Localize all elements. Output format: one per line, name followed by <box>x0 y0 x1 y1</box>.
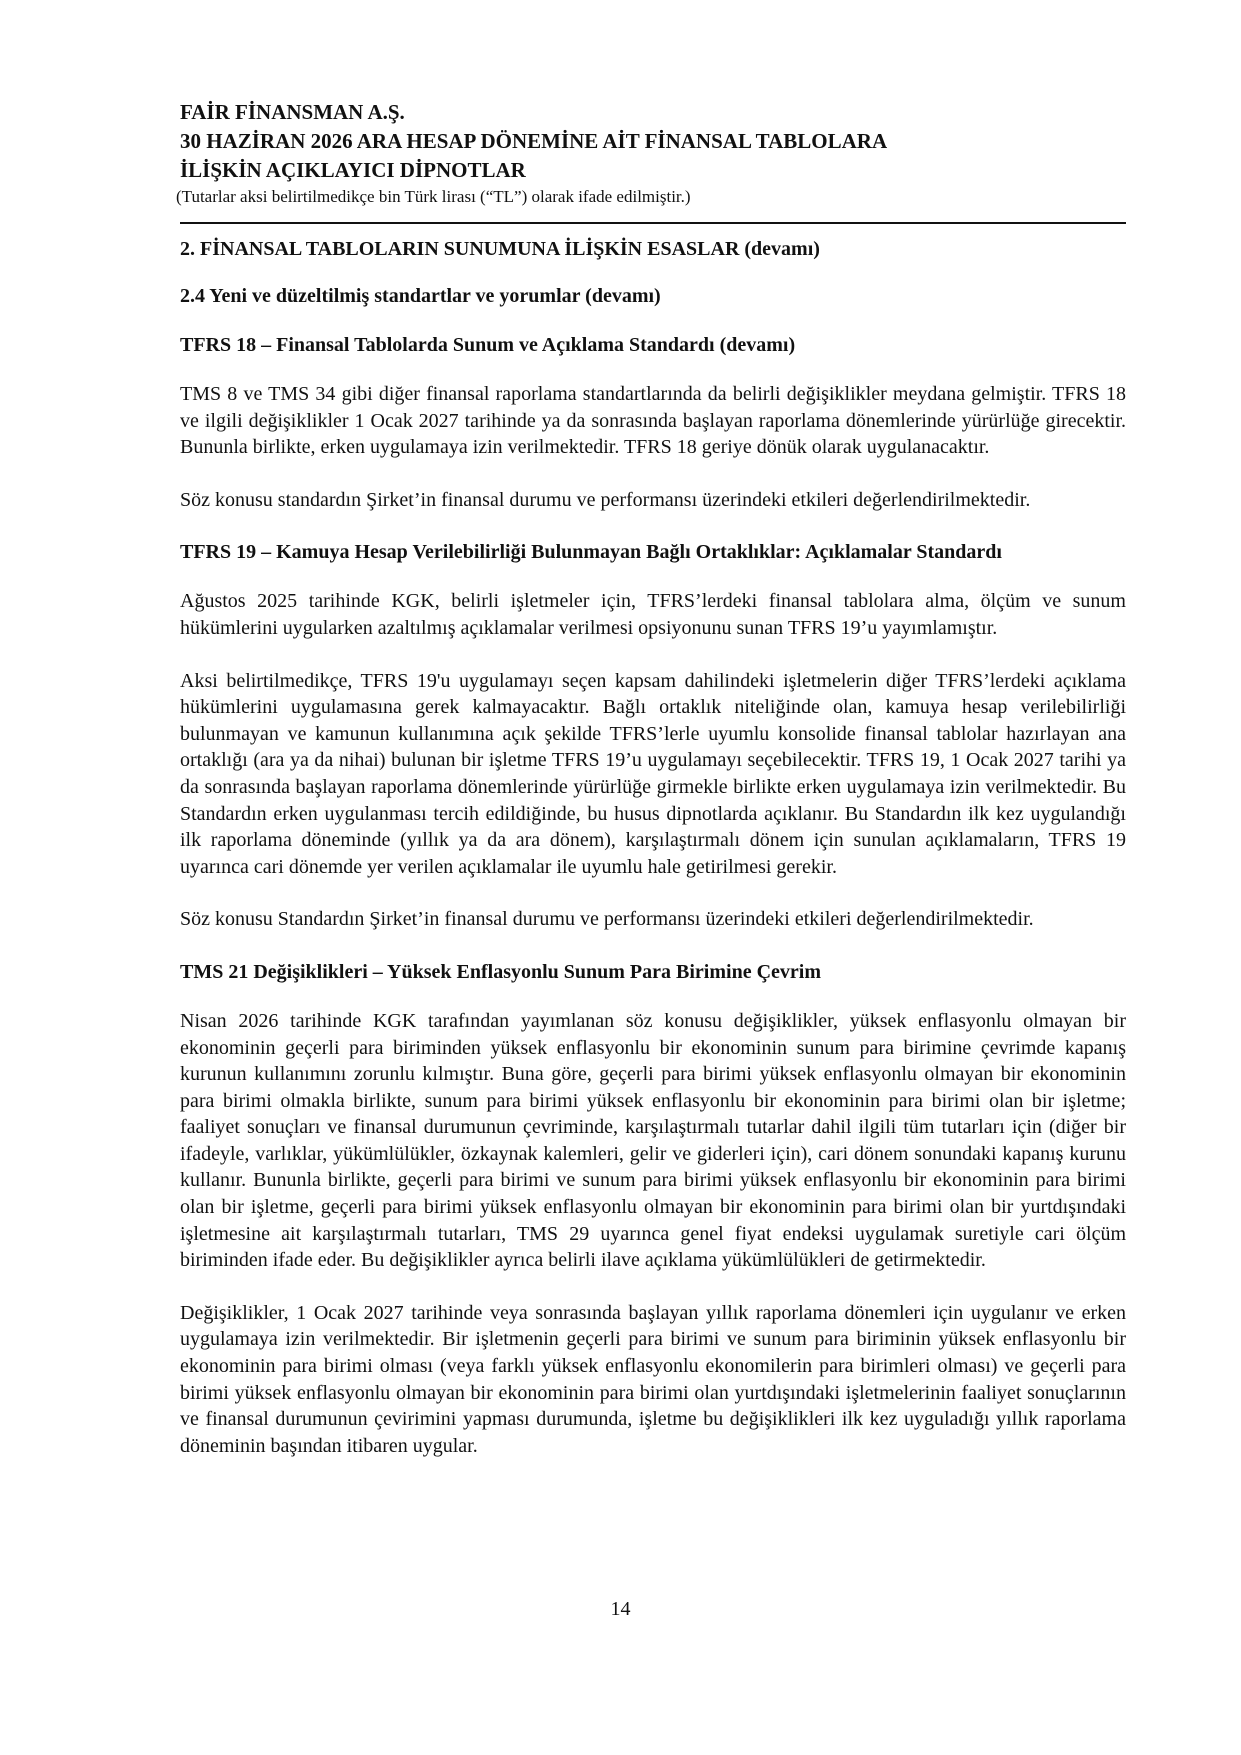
block-heading: TFRS 19 – Kamuya Hesap Verilebilirliği Bulunmayan Bağlı Ortaklıklar: Açıklamalar Standardı <box>180 541 1002 564</box>
report-title: 30 HAZİRAN 2026 ARA HESAP DÖNEMİNE AİT FİNANSAL TABLOLARA <box>180 129 888 153</box>
block-tfrs18 <box>180 332 1126 513</box>
block-tms21 <box>180 959 1126 1460</box>
document-header <box>176 98 1126 209</box>
document-body <box>180 236 1126 1485</box>
block-heading: TMS 21 Değişiklikleri – Yüksek Enflasyonlu Sunum Para Birimine Çevrim <box>180 960 821 983</box>
page-number: 14 <box>610 1598 631 1620</box>
block-heading: TFRS 18 – Finansal Tablolarda Sunum ve Açıklama Standardı (devamı) <box>180 334 796 356</box>
subsection-title: 2.4 Yeni ve düzeltilmiş standartlar ve yorumlar (devamı) <box>180 285 661 307</box>
paragraph: Aksi belirtilmedikçe, TFRS 19'u uygulamayı seçen kapsam dahilindeki işletmelerin diğer TFRS’lerdeki açıklama hükümlerini uygulamasına gerek kalmayacaktır. Bağlı ortaklık niteliğinde olan, kamuya hesap verilebilirliği bulunmayan ve kamunun kullanımına açık şekilde TFRS’lerle uyumlu konsolide finansal tablolar hazırlayan ana ortaklığı (ara ya da nihai) bulunan bir işletme TFRS 19’u uygulamayı seçebilecektir. TFRS 19, 1 Ocak 2027 tarihi ya da sonrasında başlayan raporlama dönemlerinde yürürlüğe girmekle birlikte erken uygulamaya izin verilmektedir. Bu Standardın erken uygulanması tercih edildiğinde, bu husus dipnotlarda açıklanır. Bu Standardın ilk kez uygulandığı ilk raporlama döneminde (yıllık ya da ara dönem), karşılaştırmalı dönem için sunulan açıklamaların, TFRS 19 uyarınca cari dönemde yer verilen açıklamalar ile uyumlu hale getirilmesi gerekir. <box>180 669 1126 878</box>
paragraph: Söz konusu standardın Şirket’in finansal durumu ve performansı üzerindeki etkileri değerlendirilmektedir. <box>180 488 1031 511</box>
paragraph: Nisan 2026 tarihinde KGK tarafından yayımlanan söz konusu değişiklikler, yüksek enflasyonlu olmayan bir ekonominin geçerli para biriminden yüksek enflasyonlu bir ekonominin sunum para birimine çevrimde kapanış kurunun kullanımını zorunlu kılmıştır. Buna göre, geçerli para birimi yüksek enflasyonlu olmayan bir ekonominin para birimi olmakla birlikte, sunum para birimi yüksek enflasyonlu bir ekonominin para birimi olan bir işletme; faaliyet sonuçları ve finansal durumunun çevriminde, karşılaştırmalı tutarlar dahil ilgili tüm tutarları için (diğer bir ifadeyle, varlıklar, yükümlülükler, özkaynak kalemleri, gelir ve giderleri için), cari dönem sonundaki kapanış kurunu kullanır. Bununla birlikte, geçerli para birimi ve sunum para birimi yüksek enflasyonlu bir ekonominin para birimi olan bir işletme, geçerli para birimi yüksek enflasyonlu olmayan bir ekonominin para birimi olan bir yurtdışındaki işletmesine ait karşılaştırmalı tutarları, TMS 29 uyarınca genel fiyat endeksi uygulamak suretiyle cari ölçüm biriminden ifade eder. Bu değişiklikler ayrıca belirli ilave açıklama yükümlülükleri de getirmektedir. <box>180 1009 1126 1272</box>
section-title: 2. FİNANSAL TABLOLARIN SUNUMUNA İLİŞKİN ESASLAR (devamı) <box>180 238 820 260</box>
paragraph: Ağustos 2025 tarihinde KGK, belirli işletmeler için, TFRS’lerdeki finansal tablolara alma, ölçüm ve sunum hükümlerini uygularken azaltılmış açıklamalar verilmesi opsiyonunu sunan TFRS 19’u yayımlamıştır. <box>180 590 1126 639</box>
currency-note: (Tutarlar aksi belirtilmedikçe bin Türk lirası (“TL”) olarak ifade edilmiştir.) <box>176 187 691 206</box>
paragraph: Söz konusu Standardın Şirket’in finansal durumu ve performansı üzerindeki etkileri değerlendirilmektedir. <box>180 908 1034 931</box>
header-divider <box>180 222 1126 224</box>
report-subtitle: İLİŞKİN AÇIKLAYICI DİPNOTLAR <box>180 158 526 182</box>
paragraph: TMS 8 ve TMS 34 gibi diğer finansal raporlama standartlarında da belirli değişiklikler meydana gelmiştir. TFRS 18 ve ilgili değişiklikler 1 Ocak 2027 tarihinde ya da sonrasında başlayan raporlama dönemlerinde yürürlüğe girecektir. Bununla birlikte, erken uygulamaya izin verilmektedir. TFRS 18 geriye dönük olarak uygulanacaktır. <box>180 383 1126 459</box>
paragraph: Değişiklikler, 1 Ocak 2027 tarihinde veya sonrasında başlayan yıllık raporlama dönemleri için uygulanır ve erken uygulamaya izin verilmektedir. Bir işletmenin geçerli para birimi ve sunum para biriminin yüksek enflasyonlu bir ekonominin para birimi olması (veya farklı yüksek enflasyonlu ekonomilerin para birimleri olması) ve geçerli para birimi yüksek enflasyonlu olmayan bir ekonominin para birimi olan yurtdışındaki işletmelerinin faaliyet sonuçlarının ve finansal durumunun çevirimini yapması durumunda, işletme bu değişiklikleri ilk kez uyguladığı yıllık raporlama döneminin başından itibaren uygular. <box>180 1301 1126 1457</box>
company-name: FAİR FİNANSMAN A.Ş. <box>180 100 405 124</box>
block-tfrs19 <box>180 539 1126 933</box>
